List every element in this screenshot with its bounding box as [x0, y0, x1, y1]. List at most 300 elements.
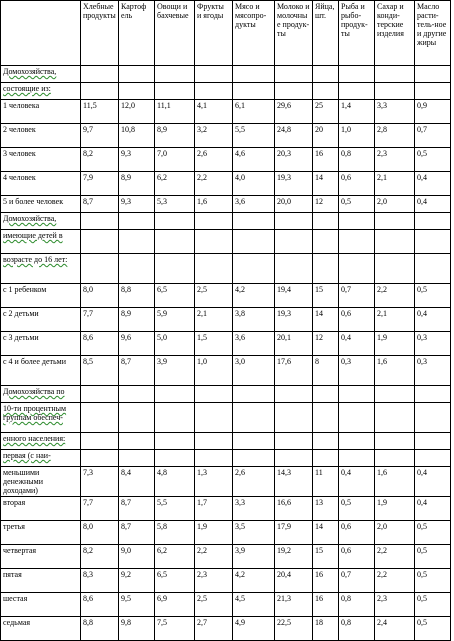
table-cell [339, 83, 375, 100]
table-cell: 0,3 [415, 356, 451, 386]
column-header: Фрукты и ягоды [195, 1, 233, 66]
table-cell: 11,1 [155, 100, 195, 124]
table-cell: 0,5 [339, 497, 375, 521]
table-cell: 0,7 [415, 124, 451, 148]
table-cell [81, 83, 119, 100]
table-cell: 2,2 [195, 545, 233, 569]
table-cell: 16 [313, 569, 339, 593]
table-row [1, 196, 451, 213]
table-cell: 4,6 [233, 148, 275, 172]
table-cell: 16 [313, 593, 339, 617]
table-row [1, 569, 451, 593]
section-row [1, 213, 451, 230]
table-cell: 24,8 [275, 124, 313, 148]
table-cell: 5,5 [155, 497, 195, 521]
table-cell: 8,7 [119, 521, 155, 545]
table-cell: 20,1 [275, 332, 313, 356]
table-row [1, 332, 451, 356]
table-cell [275, 230, 313, 254]
table-cell [313, 433, 339, 450]
table-cell: 0,6 [339, 545, 375, 569]
table-cell [415, 66, 451, 83]
table-cell [155, 83, 195, 100]
table-cell: 8,8 [81, 617, 119, 641]
table-cell: 0,5 [415, 569, 451, 593]
table-cell: 0,4 [415, 308, 451, 332]
table-cell: 8,5 [81, 356, 119, 386]
table-cell [415, 83, 451, 100]
table-cell [195, 83, 233, 100]
table-cell: 1,7 [195, 497, 233, 521]
table-cell: 7,5 [155, 617, 195, 641]
table-cell: 12 [313, 196, 339, 213]
table-cell [339, 66, 375, 83]
table-body [1, 66, 451, 641]
table-cell: 0,7 [339, 569, 375, 593]
table-cell [375, 433, 415, 450]
row-label: вторая [1, 497, 81, 521]
table-cell [81, 450, 119, 467]
table-cell [81, 66, 119, 83]
table-cell: 2,2 [375, 284, 415, 308]
table-cell: 3,3 [233, 497, 275, 521]
table-cell: 8,2 [81, 545, 119, 569]
table-cell: 9,8 [119, 617, 155, 641]
table-cell: 6,5 [155, 569, 195, 593]
table-cell: 1,6 [375, 356, 415, 386]
row-label: состоящие из: [1, 83, 81, 100]
table-cell: 5,9 [155, 308, 195, 332]
table-cell: 0,8 [339, 617, 375, 641]
table-cell: 5,5 [233, 124, 275, 148]
table-cell: 8,6 [81, 593, 119, 617]
table-cell [339, 230, 375, 254]
row-label: пятая [1, 569, 81, 593]
table-cell: 11 [313, 467, 339, 497]
table-cell [275, 450, 313, 467]
table-cell: 0,5 [415, 148, 451, 172]
table-cell: 21,3 [275, 593, 313, 617]
table-cell [195, 386, 233, 403]
table-cell [415, 450, 451, 467]
section-row [1, 450, 451, 467]
table-row [1, 284, 451, 308]
table-cell: 0,4 [339, 467, 375, 497]
table-cell: 2,2 [375, 545, 415, 569]
table-row [1, 497, 451, 521]
table-cell [195, 213, 233, 230]
table-cell: 0,9 [415, 100, 451, 124]
table-cell: 9,7 [81, 124, 119, 148]
section-row [1, 83, 451, 100]
table-cell: 12 [313, 332, 339, 356]
table-cell: 3,8 [233, 308, 275, 332]
table-cell: 0,6 [339, 172, 375, 196]
table-cell: 6,9 [155, 593, 195, 617]
table-cell: 2,2 [375, 569, 415, 593]
row-label: возрасте до 16 лет: [1, 254, 81, 284]
row-label: Домохозяйства, [1, 66, 81, 83]
table-cell [155, 450, 195, 467]
table-cell [119, 450, 155, 467]
table-cell: 1,6 [195, 196, 233, 213]
table-cell: 19,3 [275, 172, 313, 196]
table-row [1, 308, 451, 332]
row-label: имеющие детей в [1, 230, 81, 254]
table-cell [313, 230, 339, 254]
table-cell: 2,3 [375, 148, 415, 172]
table-cell: 6,2 [155, 172, 195, 196]
row-label: с 2 детьми [1, 308, 81, 332]
table-cell: 2,5 [195, 284, 233, 308]
table-cell [233, 254, 275, 284]
table-cell: 0,8 [339, 593, 375, 617]
table-cell: 4,0 [233, 172, 275, 196]
column-header [1, 1, 81, 66]
table-cell: 6,1 [233, 100, 275, 124]
table-cell: 1,4 [339, 100, 375, 124]
table-cell [313, 213, 339, 230]
column-header: Хлебные продукты [81, 1, 119, 66]
table-cell [415, 433, 451, 450]
table-cell: 19,4 [275, 284, 313, 308]
table-cell [233, 83, 275, 100]
table-cell: 0,4 [339, 332, 375, 356]
table-cell [155, 66, 195, 83]
row-label: с 4 и более детьми [1, 356, 81, 386]
table-cell: 2,6 [233, 467, 275, 497]
table-cell: 0,3 [339, 356, 375, 386]
table-cell: 14,3 [275, 467, 313, 497]
table-cell: 3,0 [233, 356, 275, 386]
table-row [1, 467, 451, 497]
table-cell: 9,3 [119, 148, 155, 172]
table-cell: 0,7 [339, 284, 375, 308]
table-cell [195, 433, 233, 450]
table-cell [195, 230, 233, 254]
table-row [1, 617, 451, 641]
table-cell: 12,0 [119, 100, 155, 124]
table-cell [275, 66, 313, 83]
table-cell [313, 83, 339, 100]
table-cell: 4,5 [233, 593, 275, 617]
table-cell: 3,9 [155, 356, 195, 386]
section-row [1, 403, 451, 433]
table-row [1, 545, 451, 569]
table-cell: 2,1 [195, 308, 233, 332]
table-cell: 2,0 [375, 196, 415, 213]
table-cell [339, 403, 375, 433]
table-cell: 9,6 [119, 332, 155, 356]
table-cell: 7,3 [81, 467, 119, 497]
row-label: 3 человек [1, 148, 81, 172]
section-row [1, 66, 451, 83]
table-cell [375, 254, 415, 284]
table-cell: 1,3 [195, 467, 233, 497]
table-cell: 6,2 [155, 545, 195, 569]
table-cell: 2,8 [375, 124, 415, 148]
table-cell: 0,5 [415, 545, 451, 569]
column-header: Молоко и молочные продук-ты [275, 1, 313, 66]
table-cell: 8,8 [119, 284, 155, 308]
table-cell: 7,0 [155, 148, 195, 172]
table-cell [415, 386, 451, 403]
row-label: с 3 детьми [1, 332, 81, 356]
table-cell [119, 230, 155, 254]
table-cell: 5,0 [155, 332, 195, 356]
table-cell: 8,9 [155, 124, 195, 148]
table-cell [375, 83, 415, 100]
table-row [1, 100, 451, 124]
table-row [1, 521, 451, 545]
column-header: Масло расти-тель-ное и другие жиры [415, 1, 451, 66]
table-cell: 8,0 [81, 521, 119, 545]
row-label: Домохозяйства по [1, 386, 81, 403]
table-cell: 3,2 [195, 124, 233, 148]
table-cell [233, 403, 275, 433]
table-cell: 25 [313, 100, 339, 124]
table-cell [155, 433, 195, 450]
table-cell: 4,2 [233, 284, 275, 308]
table-cell [233, 230, 275, 254]
table-cell: 0,5 [415, 593, 451, 617]
table-cell [119, 403, 155, 433]
table-cell [81, 433, 119, 450]
section-row [1, 433, 451, 450]
table-cell: 5,3 [155, 196, 195, 213]
row-label: четвертая [1, 545, 81, 569]
table-cell [415, 403, 451, 433]
table-cell: 2,5 [195, 593, 233, 617]
table-cell: 8,3 [81, 569, 119, 593]
table-cell: 2,1 [375, 172, 415, 196]
table-cell [195, 403, 233, 433]
table-cell: 0,5 [415, 617, 451, 641]
table-cell: 0,4 [415, 172, 451, 196]
table-cell [415, 213, 451, 230]
table-cell [339, 213, 375, 230]
table-cell: 8,4 [119, 467, 155, 497]
row-label: 1 человека [1, 100, 81, 124]
table-cell [275, 83, 313, 100]
table-cell: 0,6 [339, 521, 375, 545]
table-cell: 8,7 [81, 196, 119, 213]
table-cell: 0,4 [415, 497, 451, 521]
table-cell [313, 403, 339, 433]
table-row [1, 172, 451, 196]
table-cell: 14 [313, 308, 339, 332]
table-row [1, 148, 451, 172]
row-label: 5 и более человек [1, 196, 81, 213]
table-cell [155, 230, 195, 254]
table-cell [155, 403, 195, 433]
table-cell: 0,6 [339, 308, 375, 332]
table-cell [233, 433, 275, 450]
table-row [1, 124, 451, 148]
table-cell: 1,6 [375, 467, 415, 497]
table-cell [81, 403, 119, 433]
table-cell [313, 386, 339, 403]
table-cell: 9,2 [119, 569, 155, 593]
row-label: 10-ти процентным группам обеспеч- [1, 403, 81, 433]
row-label: енного населения: [1, 433, 81, 450]
table-cell: 0,5 [415, 521, 451, 545]
table-cell: 29,6 [275, 100, 313, 124]
table-cell [81, 386, 119, 403]
table-cell [119, 66, 155, 83]
section-row [1, 230, 451, 254]
table-cell: 11,5 [81, 100, 119, 124]
table-cell: 4,9 [233, 617, 275, 641]
table-cell: 20,4 [275, 569, 313, 593]
table-cell: 8,9 [119, 172, 155, 196]
table-cell [155, 254, 195, 284]
table-cell [119, 386, 155, 403]
table-cell: 2,4 [375, 617, 415, 641]
table-cell: 3,3 [375, 100, 415, 124]
table-cell [119, 213, 155, 230]
table-cell [233, 66, 275, 83]
row-label: Домохозяйства, [1, 213, 81, 230]
row-label: 4 человек [1, 172, 81, 196]
column-header: Овощи и бахчевые [155, 1, 195, 66]
table-row [1, 356, 451, 386]
table-cell: 22,5 [275, 617, 313, 641]
table-cell: 16,6 [275, 497, 313, 521]
column-header: Картоф ель [119, 1, 155, 66]
table-cell [375, 403, 415, 433]
table-cell: 20 [313, 124, 339, 148]
table-cell: 8,2 [81, 148, 119, 172]
table-cell [375, 230, 415, 254]
table-cell: 0,4 [415, 196, 451, 213]
table-cell: 14 [313, 172, 339, 196]
table-cell: 2,0 [375, 521, 415, 545]
table-cell: 19,2 [275, 545, 313, 569]
table-cell: 2,7 [195, 617, 233, 641]
table-cell: 7,7 [81, 497, 119, 521]
section-row [1, 386, 451, 403]
table-cell: 0,5 [415, 284, 451, 308]
table-cell [275, 254, 313, 284]
table-cell: 2,3 [375, 593, 415, 617]
table-cell: 8,7 [119, 356, 155, 386]
table-cell: 9,3 [119, 196, 155, 213]
table-cell [339, 386, 375, 403]
table-cell: 4,1 [195, 100, 233, 124]
table-cell [313, 66, 339, 83]
table-cell [233, 450, 275, 467]
table-cell [195, 450, 233, 467]
table-cell: 19,3 [275, 308, 313, 332]
table-cell: 2,2 [195, 172, 233, 196]
table-cell [275, 433, 313, 450]
table-cell: 0,8 [339, 148, 375, 172]
table-cell: 3,6 [233, 332, 275, 356]
table-cell [313, 254, 339, 284]
table-cell [119, 433, 155, 450]
table-cell [275, 386, 313, 403]
table-cell: 5,8 [155, 521, 195, 545]
table-cell: 17,9 [275, 521, 313, 545]
row-label: первая (с наи- [1, 450, 81, 467]
table-cell: 20,0 [275, 196, 313, 213]
table-cell: 9,5 [119, 593, 155, 617]
table-cell: 0,4 [415, 467, 451, 497]
row-label: шестая [1, 593, 81, 617]
table-cell: 8,9 [119, 308, 155, 332]
table-cell: 7,7 [81, 308, 119, 332]
table-cell [375, 66, 415, 83]
table-cell: 7,9 [81, 172, 119, 196]
table-cell: 15 [313, 545, 339, 569]
table-cell: 9,0 [119, 545, 155, 569]
table-cell: 20,3 [275, 148, 313, 172]
table-cell [81, 230, 119, 254]
row-label: седьмая [1, 617, 81, 641]
table-cell: 8 [313, 356, 339, 386]
table-cell [415, 254, 451, 284]
row-label: с 1 ребенком [1, 284, 81, 308]
table-cell: 4,2 [233, 569, 275, 593]
table-cell [195, 254, 233, 284]
table-cell: 4,8 [155, 467, 195, 497]
table-cell [375, 213, 415, 230]
table-cell [233, 213, 275, 230]
table-cell: 6,5 [155, 284, 195, 308]
table-cell: 2,1 [375, 308, 415, 332]
table-cell: 8,6 [81, 332, 119, 356]
table-cell: 10,8 [119, 124, 155, 148]
row-label: меньшими денежными доходами) [1, 467, 81, 497]
table-cell: 16 [313, 148, 339, 172]
table-cell [119, 254, 155, 284]
table-cell [155, 213, 195, 230]
table-cell [313, 450, 339, 467]
section-row [1, 254, 451, 284]
table-cell [155, 386, 195, 403]
header-row [1, 1, 451, 66]
table-cell: 3,6 [233, 196, 275, 213]
table-cell [233, 386, 275, 403]
table-cell: 3,5 [233, 521, 275, 545]
table-cell: 2,6 [195, 148, 233, 172]
table-cell: 2,3 [195, 569, 233, 593]
table-cell [195, 66, 233, 83]
table-cell [119, 83, 155, 100]
table-cell [375, 450, 415, 467]
table-cell [415, 230, 451, 254]
table-cell: 1,5 [195, 332, 233, 356]
table-cell: 0,3 [415, 332, 451, 356]
table-cell: 1,9 [375, 332, 415, 356]
table-cell [81, 213, 119, 230]
table-cell: 18 [313, 617, 339, 641]
table-cell: 15 [313, 284, 339, 308]
table-cell: 13 [313, 497, 339, 521]
column-header: Сахар и конди-терские изделия [375, 1, 415, 66]
table-row [1, 593, 451, 617]
table-cell: 8,7 [119, 497, 155, 521]
table-cell: 0,5 [339, 196, 375, 213]
column-header: Яйца, шт. [313, 1, 339, 66]
table-cell: 17,6 [275, 356, 313, 386]
table-cell [339, 433, 375, 450]
column-header: Рыба и рыбо-продук-ты [339, 1, 375, 66]
table-cell [339, 450, 375, 467]
table-cell: 1,0 [339, 124, 375, 148]
table-cell [275, 403, 313, 433]
